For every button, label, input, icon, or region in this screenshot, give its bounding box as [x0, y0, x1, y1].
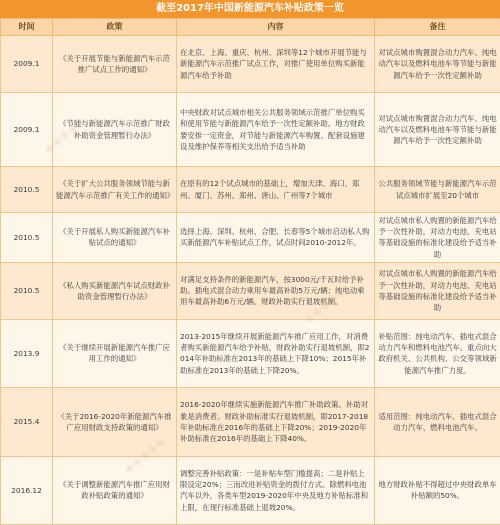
table-row — [1, 93, 500, 167]
row-content: 调整完善补贴政策：一是补贴车型门槛提高；二是补贴上限设定20%；三而改进补贴资金的拨付方式。除燃料电池汽车以外，各类车型2019-2020年中央及地方补贴标准和上限，在现行标准基础上退坡20%。 — [177, 456, 375, 524]
row-policy: 《节能与新能源汽车示范推广财政补助资金管理暂行办法》 — [53, 93, 177, 167]
page-title: 截至2017年中国新能源汽车补贴政策一览 — [0, 0, 500, 18]
row-date: 2010.5 — [1, 167, 53, 213]
row-date: 2010.5 — [1, 262, 53, 319]
table-row — [1, 387, 500, 456]
row-date: 2015.4 — [1, 387, 53, 456]
row-remark: 对试点城市购置混合动力汽车、纯电动汽车以及燃料电池车等节能与新能源汽车给予一次性定额补助 — [375, 36, 500, 93]
table-header-row — [1, 19, 500, 36]
row-content: 中央财政对试点城市相关公共服务领域示范推广单位购买和使用节能与新能源汽车给予一次性定额补助。地方财政要安排一定资金，对节能与新能源汽车购置、配套设施建设及维护保养等相关支出给予适当补助 — [177, 93, 375, 167]
row-policy: 《关于2016-2020年新能源汽车推广应用财政支持政策的通知》 — [53, 387, 177, 456]
row-date: 2009.1 — [1, 36, 53, 93]
table-row — [1, 262, 500, 319]
row-remark: 适用范围：纯电动汽车、插电式混合动力汽车、燃料电池汽车。 — [375, 387, 500, 456]
row-remark: 对试点城市私人购置的新能源汽车给予一次性补助，对动力电池、充电站等基础设施的标准化建设给予适当补助 — [375, 213, 500, 263]
row-remark: 地方财政补贴不得超过中央财政单车补贴额的50%。 — [375, 456, 500, 524]
row-policy: 《关于继续开展新能源汽车推广应用工作的通知》 — [53, 319, 177, 387]
row-remark: 补贴范围：纯电动汽车、插电式混合动力汽车和燃料电池汽车。重点向大政府机关、公共机构、公交等领域新能源汽车推广力度。 — [375, 319, 500, 387]
row-content: 2016-2020年继续实施新能源汽车推广补助政策。补助对象是消费者。财政补助标准实行退坡机制，即2017-2018年补助标准在2016年的基础上下降20%；2019-2020年补助标准在2016年的基础上下降40%。 — [177, 387, 375, 456]
row-content: 对满足支持条件的新能源汽车，按3000元/千瓦时给予补助。插电式混合动力乘用车最高补助5万元/辆；纯电动乘用车最高补助6万元/辆。财政补助实行退坡机制。 — [177, 262, 375, 319]
row-remark: 对试点城市购置混合动力汽车、纯电动汽车以及燃料电池车等节能与新能源汽车给予一次性定额补助 — [375, 93, 500, 167]
row-content: 在北京、上海、重庆、杭州、深圳等12个城市开展节能与新能源汽车示范推广试点工作，对推广使用单位购买新能源汽车给予补助 — [177, 36, 375, 93]
row-policy: 《私人购买新能源汽车试点财政补助资金管理暂行办法》 — [53, 262, 177, 319]
header-content: 内容 — [177, 19, 375, 36]
table-row — [1, 213, 500, 263]
row-date: 2016.12 — [1, 456, 53, 524]
table-row — [1, 36, 500, 93]
table-row — [1, 319, 500, 387]
row-policy: 《关于开展节能与新能源汽车示范推广试点工作的通知》 — [53, 36, 177, 93]
row-remark: 对试点城市私人购置的新能源汽车给予一次性补助，对动力电池、充电站等基础设施的标准化建设给予适当补助 — [375, 262, 500, 319]
header-policy: 政策 — [53, 19, 177, 36]
row-content: 选择上海、深圳、杭州、合肥、长春等5个城市启动私人购买新能源汽车补贴试点工作，试点时间2010-2012年。 — [177, 213, 375, 263]
row-date: 2013.9 — [1, 319, 53, 387]
table-row — [1, 167, 500, 213]
row-content: 2013-2015年继续开展新能源汽车推广应用工作，对消费者购买新能源汽车给予补贴，财政补助实行退坡机制，即2014年补助标准在2013年的基础上下降10%；2015年补助标准在2013年的基础上下降20%。 — [177, 319, 375, 387]
row-date: 2010.5 — [1, 213, 53, 263]
row-remark: 公共服务领域节能与新能源汽车示范试点城市扩展至20个城市 — [375, 167, 500, 213]
table-row — [1, 456, 500, 524]
row-policy: 《关于调整新能源汽车推广应用财政补贴政策的通知》 — [53, 456, 177, 524]
row-policy: 《关于扩大公共服务领域节能与新能源汽车示范推广有关工作的通知》 — [53, 167, 177, 213]
header-date: 时间 — [1, 19, 53, 36]
row-policy: 《关于开展私人购买新能源汽车补贴试点的通知》 — [53, 213, 177, 263]
header-remark: 备注 — [375, 19, 500, 36]
policy-table — [0, 18, 500, 525]
row-date: 2009.1 — [1, 93, 53, 167]
row-content: 在原有的12个试点城市的基础上，增加天津、海口、郑州、厦门、苏州、郑州、唐山、广州等7个城市 — [177, 167, 375, 213]
